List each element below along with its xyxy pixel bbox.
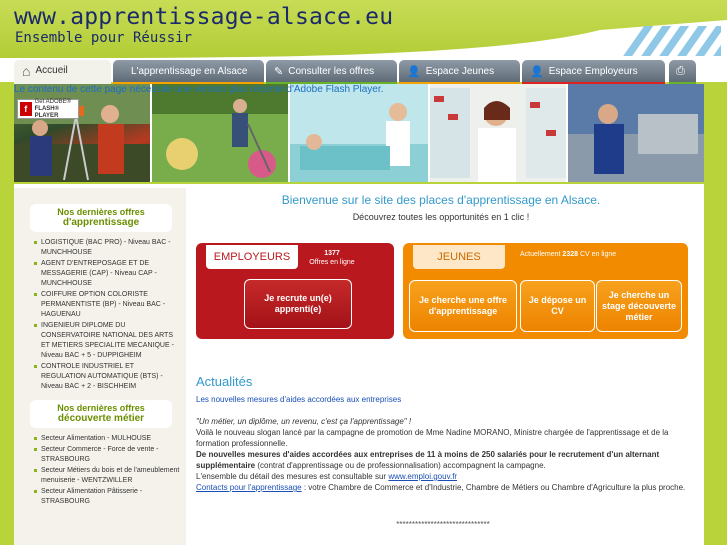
news-detail-prefix: L'ensemble du détail des mesures est consultable sur [196, 472, 389, 481]
tab-consulter-offres[interactable] [266, 60, 397, 82]
flash-warning[interactable]: Le contenu de cette page nécessite une version plus récente d'Adobe Flash Player. [14, 84, 384, 95]
employers-panel [196, 243, 394, 339]
tab-espace-jeunes[interactable] [399, 60, 520, 82]
cv-count-value: 2328 [562, 251, 578, 258]
banner-photo [290, 84, 428, 182]
news-section [196, 394, 690, 493]
garden-photo [152, 84, 288, 182]
person-icon: 👤 [407, 65, 421, 78]
submit-cv-button[interactable]: Je dépose un CV [520, 280, 595, 332]
youth-label[interactable]: JEUNES [413, 245, 505, 269]
printer-icon: ⎙ [676, 64, 685, 77]
news-bold: De nouvelles mesures d'aides accordées aux entreprises de 11 à moins de 250 salariés pour le recrutement d'un alternant supplémentaire [196, 450, 660, 470]
offer-item[interactable]: INGENIEUR DIPLOME DU CONSERVATOIRE NATIONAL DES ARTS ET METIERS SPECIALITE MECANIQUE - Niveau BAC + 5 - DUPPIGHEIM [34, 321, 180, 361]
main-nav [14, 60, 700, 82]
discovery-item[interactable]: Secteur Commerce - Force de vente - STRASBOURG [34, 445, 180, 465]
heading-small: Nos dernières offres [57, 403, 145, 413]
tab-label: Espace Jeunes [425, 65, 495, 77]
contacts-text: : votre Chambre de Commerce et d'Industrie, Chambre de Métiers ou Chambre d'Agriculture la plus proche. [301, 483, 686, 492]
cv-count-suffix: CV en ligne [579, 251, 617, 258]
youth-panel [403, 243, 688, 339]
banner-photo [430, 84, 566, 182]
contacts-link[interactable]: Contacts pour l'apprentissage [196, 483, 302, 492]
discovery-item[interactable]: Secteur Alimentation - MULHOUSE [34, 434, 180, 444]
offer-item[interactable]: CONTROLE INDUSTRIEL ET REGULATION AUTOMATIQUE (BTS) - Niveau BAC + 2 - BISCHHEIM [34, 362, 180, 392]
tab-espace-employeurs[interactable] [522, 60, 665, 82]
emploi-gouv-link[interactable]: www.emploi.gouv.fr [388, 472, 458, 481]
offer-item[interactable]: AGENT D'ENTREPOSAGE ET DE MESSAGERIE (CAP) - Niveau CAP - MUNCHHOUSE [34, 259, 180, 289]
flash-icon: f [20, 102, 32, 116]
tab-label: Accueil [35, 65, 68, 76]
header-stripes-decoration [611, 26, 721, 56]
flash-badge-line1: Get ADOBE® [34, 98, 72, 105]
mechanic-photo [568, 84, 704, 182]
search-internship-button[interactable]: Je cherche un stage découverte métier [596, 280, 682, 332]
heading-small: Nos dernières offres [57, 207, 145, 217]
discovery-offers-heading [30, 400, 172, 428]
discovery-list [34, 434, 180, 507]
news-after-bold: (contrat d'apprentissage ou de professionnalisation) accompagnent la campagne. [255, 461, 546, 470]
get-flash-player-button[interactable] [17, 99, 79, 119]
site-title[interactable]: www.apprentissage-alsace.eu [14, 4, 394, 30]
recruit-apprentice-button[interactable]: Je recrute un(e) apprenti(e) [244, 279, 352, 329]
offer-item[interactable]: LOGISTIQUE (BAC PRO) - Niveau BAC - MUNCHHOUSE [34, 238, 180, 258]
employers-offer-count [306, 249, 358, 267]
latest-offers-heading [30, 204, 172, 232]
employers-label[interactable]: EMPLOYEURS [206, 245, 298, 269]
banner-photo [152, 84, 288, 182]
tab-label: Espace Employeurs [548, 65, 638, 77]
offer-count-text: Offres en ligne [309, 259, 355, 266]
banner-photo [568, 84, 704, 182]
news-title: Actualités [196, 374, 253, 389]
flash-badge-line2: FLASH® PLAYER [34, 105, 60, 119]
discovery-item[interactable]: Secteur Métiers du bois et de l'ameublement menuiserie - WENTZWILLER [34, 466, 180, 486]
tab-apprentissage-alsace[interactable] [113, 60, 264, 82]
news-quote: "Un métier, un diplôme, un revenu, c'est ça l'apprentissage" ! [196, 417, 412, 426]
print-button[interactable] [669, 60, 696, 82]
site-subtitle: Ensemble pour Réussir [15, 30, 193, 46]
offer-item[interactable]: COIFFURE OPTION COLORISTE PERMANENTISTE (BP) - Niveau BAC - HAGUENAU [34, 290, 180, 320]
tab-label: Consulter les offres [288, 65, 375, 77]
news-paragraph: Voilà le nouveau slogan lancé par la campagne de promotion de Mme Nadine MORANO, Ministre chargée de l'apprentissage et de la formation professionnelle. [196, 428, 669, 448]
offer-count-value: 1377 [324, 250, 340, 257]
tab-label: L'apprentissage en Alsace [131, 65, 248, 77]
news-separator: ****************************** [396, 520, 490, 529]
welcome-heading: Bienvenue sur le site des places d'apprentissage en Alsace. [281, 193, 601, 207]
nurse-photo [290, 84, 428, 182]
wrench-icon: ✎ [274, 65, 284, 78]
photo-banner [14, 84, 704, 182]
heading-big: d'apprentissage [62, 217, 140, 228]
news-link[interactable]: Les nouvelles mesures d'aides accordées aux entreprises [196, 395, 402, 404]
sidebar [14, 188, 186, 545]
search-apprenticeship-button[interactable]: Je cherche une offre d'apprentissage [409, 280, 517, 332]
tab-accueil[interactable] [14, 60, 111, 84]
discover-text: Découvrez toutes les opportunités en 1 clic ! [352, 212, 530, 222]
cv-count [520, 251, 616, 258]
offers-list [34, 238, 180, 392]
person-icon: 👤 [530, 65, 544, 78]
home-icon: ⌂ [22, 62, 31, 79]
pharmacy-photo [430, 84, 566, 182]
cv-count-prefix: Actuellement [520, 251, 561, 258]
discovery-item[interactable]: Secteur Alimentation Pâtisserie - STRASBOURG [34, 487, 180, 507]
heading-big: découverte métier [57, 413, 145, 424]
